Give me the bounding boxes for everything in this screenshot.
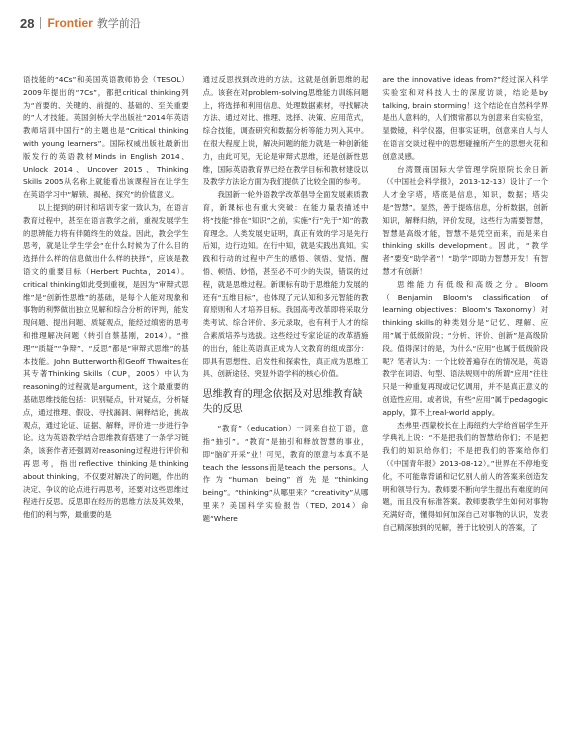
column-2 [203, 74, 369, 724]
paragraph: 以上提到的研讨和培训专家一致认为，在语言教育过程中，甚至在语言教学之前，重视发展学生的思辨能力将有伴随终生的效益。因此，教会学生思考，就是让学生学会“在什么时候为了什么目的选择什么样的信息做出什么样的抉择”，应该是教语文的重要目标（Herbert Puchta，2014）。critical thinking如此受到重视，是因为“审辩式思维”是“创新性思维”的基础，是每个人能对现象和事物的利弊做出独立见解和综合分析的评判，能发现问题、提出问题、质疑观点，能经过缜密的思考和推理解决问题（转引自蔡基刚，2014）。“推理”“质疑”“争辩”、“反思”都是“审辩式思维”的基本技能。John Butterworth和Geoff Thwaites在其专著Thinking Skills（CUP，2005）中认为reasoning的过程就是argument，这个最重要的基础思维技能包括：识别疑点，针对疑点，分析疑点，通过推理、假设、寻找漏洞、阐释结论，挑战观点，通过论证、证据、解释，评价进一步进行争论。这为英语教学结合思维教育搭建了一条学习链条，该套作者还强调对reasoning过程进行评价和再思考，指出reflective thinking是thinking about thinking，不仅要对解决了的问题，作出的决定、争议的论点进行再思考，还要对这些思维过程进行反思。反思即在经历的思维方法及其效果，他们的利与弊，最重要的是 [23, 202, 189, 520]
article-body [23, 74, 548, 724]
paragraph: 通过反思找到改进的方法。这就是创新思维的起点。该套在对problem-solving思维能力训练问题上，将选择和利用信息、处理数据素材，寻找解决方法、通过对比、推理、选择、决策、应用范式，综合技能，调查研究和数据分析等能力列入其中。在很大程度上说，解决问题的能力就是一种创新能力，由此可见，无论是审辩式思维，还是创新性思维，国际英语教育界已经在教学目标和教材建设以及教学方法论方面为我们提供了比较全面的参考。 [202, 75, 369, 187]
section-title-en: Frontier [47, 16, 93, 30]
column-1 [23, 74, 189, 724]
paragraph: 我国新一轮外语教学改革倡导全面发展素质教育，新课标也有重大突破：在能力量表描述中将“技能”排在“知识”之前，实施“行”先于“知”的教育理念。人类发展史证明，真正有效的学习是先行后知，边行边知。在行中知，就是实践出真知。实践和行动的过程中产生的感悟、领悟、觉悟、醒悟、顿悟、妙悟，甚至必不可少的失误，错误的过程，就是思维过程。新课标有助于思维能力发展的还有“五维目标”，也体现了元认知和多元智能的教育原则和人才培养目标。我国高考改革即将采取分类考试、综合评价、多元录取，也有利于人才的综合素质培养与选拔。这些经过专家论证的改革措施的出台，能让英语真正成为人文教育的组成部分：即具有思想性、启发性和探索性，真正成为思维工具、创新途径、突显外语学科的核心价值。 [202, 190, 369, 379]
column-3 [382, 74, 548, 724]
paragraph: 杰弗里·西蒙校长在上海纽约大学给首届学生开学典礼上说：“不是把我们的智慧给你们；不是把我们的知识给你们；不是把我们的答案给你们（《中国青年报》2013-08-12）。”世界在不停地变化，不可能靠背诵和记忆别人前人的答案来创造发明和领导行为。教师要不断向学生提出有难度的问题，而且没有标准答案。教师要教学生如何对事物充满好奇，懂得如何加深自己对事物的认识，发表自己精深独到的见解，善于比较别人的答案，了 [382, 420, 549, 532]
paragraph: 思维能力有低级和高级之分。Bloom（Benjamin Bloom's classification of learning objectives：Bloom's Taxonomy）对thinking skills的种类划分是“记忆、理解、应用”属于低级阶段；“分析、评价、创新”是高级阶段。值得深讨的是，为什么“应用”也属于低级阶段呢？笔者认为：一个比较普遍存在的情况是，英语教学在词语、句型、语法规则中的所谓“应用”往往只是一种重复再现或记忆调用，并不是真正意义的创造性应用。或者说，有些“应用”属于pedagogic apply，算不上real-world apply。 [382, 279, 549, 417]
section-heading: 思维教育的理念依据及对思维教育缺失的反思 [202, 389, 363, 416]
page-number: 28 [20, 15, 35, 31]
header-divider [40, 17, 41, 29]
paragraph: 语技能的“4Cs”和美国英语教师协会（TESOL）2009年提出的“7Cs”，都把critical thinking列为“首要的、关键的、前提的、基础的、至关重要的”人才技能。英国剑桥大学出版社“2014年英语教师培训中国行”的主题也是“Critical thinking with young learners”。国际权威出版社最新出版发行的英语教材Minds in English 2014、Unlock 2014、Uncover 2015、Thinking Skills 2005从名称上就能看出该课程旨在让学生在英语学习中“解锁、揭秘、探究”的价值意义。 [23, 75, 189, 200]
paragraph: are the innovative ideas from?”经过深入科学实验室和对科技人士的深度访谈，结论是by talking, brain storming！这个结论在自然科学界是出人意料的，人们惯常都以为创意来自实验室，显微镜，科学仪器，但事实证明，创意来自人与人在语言交谈过程中的思想碰撞所产生的思想火花和创意灵感。 [382, 75, 549, 161]
paragraph: “教育”（education）一词来自拉丁语，意指“抽引”。“教育”是抽引和释放智慧的事业，即“脑矿开采”业！可见，教育的原意与本真不是teach the lessons而是teach the persons。人作为“human being”首先是“thinking being”。“thinking”从哪里来？“creativity”从哪里来？美国科学实验报告（TED, 2014）命题“Where [202, 424, 369, 523]
section-title-cn: 教学前沿 [96, 17, 141, 30]
page-header [20, 14, 141, 32]
paragraph: 台湾暨南国际大学管理学院原院长余日新（《中国社会科学报》，2013-12-13）设计了一个人才金字塔，塔底是信息，知识，数据；塔尖是“智慧”。显然，善于提炼信息，分析数据，创新知识，解释归纳，评价发现，这些行为需要智慧，智慧是高级才能，智慧不是凭空而来，而是来自thinking skills development。因此，“教学者”要变“助学者”！“助学”即助力智慧开发！有智慧才有创新！ [382, 164, 549, 276]
